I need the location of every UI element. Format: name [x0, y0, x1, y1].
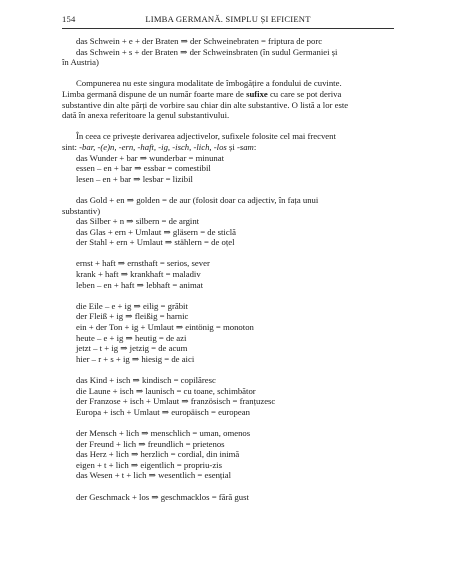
example-line: die Laune + isch ⇒ launisch = cu toane, schimbător [76, 385, 256, 396]
paragraph-line: Limba germană dispune de un număr foarte mare de sufixe cu care se pot deriva [62, 88, 342, 99]
example-line: der Freund + lich ⇒ freundlich = prietenos [76, 438, 225, 449]
example-line: substantiv) [62, 205, 101, 216]
page-header [62, 14, 394, 28]
example-line: lesen – en + bar ⇒ lesbar = lizibil [76, 173, 193, 184]
example-line: ernst + haft ⇒ ernsthaft = serios, sever [76, 258, 210, 269]
example-line: die Eile – e + ig ⇒ eilig = grăbit [76, 300, 188, 311]
paragraph-line: substantive din alte părți de vorbire sau chiar din alte substantive. O listă a lor este [62, 99, 349, 110]
example-line: leben – en + haft ⇒ lebhaft = animat [76, 279, 204, 290]
example-line: krank + haft ⇒ krankhaft = maladiv [76, 269, 201, 280]
example-line: das Schwein + s + der Braten ⇒ der Schweinsbraten (în sudul Germaniei și [76, 46, 338, 57]
example-line: essen – en + bar ⇒ essbar = comestibil [76, 163, 211, 174]
example-line: jetzt – t + ig ⇒ jetzig = de acum [76, 343, 188, 354]
example-line: das Kind + isch ⇒ kindisch = copilăresc [76, 375, 216, 385]
header-rule [62, 28, 394, 29]
example-line: das Wunder + bar ⇒ wunderbar = minunat [76, 152, 225, 163]
example-line: ein + der Ton + ig + Umlaut ⇒ eintönig = monoton [76, 322, 254, 333]
example-line: heute – e + ig ⇒ heutig = de azi [76, 332, 187, 343]
example-line: das Silber + n ⇒ silbern = de argint [76, 216, 200, 227]
running-title: LIMBA GERMANĂ. SIMPLU ȘI EFICIENT [145, 14, 311, 24]
example-line: das Glas + ern + Umlaut ⇒ gläsern = de sticlă [76, 226, 236, 237]
example-line: Europa + isch + Umlaut ⇒ europäisch = european [76, 406, 250, 417]
paragraph-line: Compunerea nu este singura modalitate de îmbogățire a fondului de cuvinte. [76, 78, 342, 89]
example-line: der Stahl + ern + Umlaut ⇒ stählern = de oțel [76, 237, 235, 248]
paragraph-line: dată în anexa referitoare la genul substantivului. [62, 110, 230, 121]
example-line: das Schwein + e + der Braten ⇒ der Schweinebraten = friptura de porc [76, 36, 323, 46]
paragraph-line: sint: -bar, -(e)n, -ern, -haft, -ig, -isch, -lich, -los și -sam: [62, 141, 257, 152]
page-body [62, 36, 394, 502]
example-line: das Herz + lich ⇒ herzlich = cordial, din inimă [76, 449, 240, 460]
suffix-list: -bar, -(e)n, -ern, -haft, -ig, -isch, -lich, -los [79, 141, 227, 152]
suffix-list: -sam [236, 141, 254, 152]
example-line: das Gold + en ⇒ golden = de aur (folosit doar ca adjectiv, în fața unui [76, 194, 319, 205]
example-line: der Fleiß + ig ⇒ fleißig = harnic [76, 311, 189, 322]
page-number: 154 [62, 14, 76, 24]
example-line: der Franzose + isch + Umlaut ⇒ französisch = franțuzesc [76, 396, 276, 407]
paragraph-line: În ceea ce privește derivarea adjectivelor, sufixele folosite cel mai frecvent [76, 131, 336, 142]
example-line: în Austria) [62, 57, 99, 68]
example-line: der Geschmack + los ⇒ geschmacklos = fără gust [76, 491, 249, 502]
bold-term: sufixe [246, 88, 268, 99]
example-line: der Mensch + lich ⇒ menschlich = uman, omenos [76, 427, 251, 438]
example-line: das Wesen + t + lich ⇒ wesentlich = esențial [76, 470, 232, 481]
example-line: eigen + t + lich ⇒ eigentlich = propriu-zis [76, 459, 222, 470]
example-line: hier – r + s + ig ⇒ hiesig = de aici [76, 353, 195, 364]
